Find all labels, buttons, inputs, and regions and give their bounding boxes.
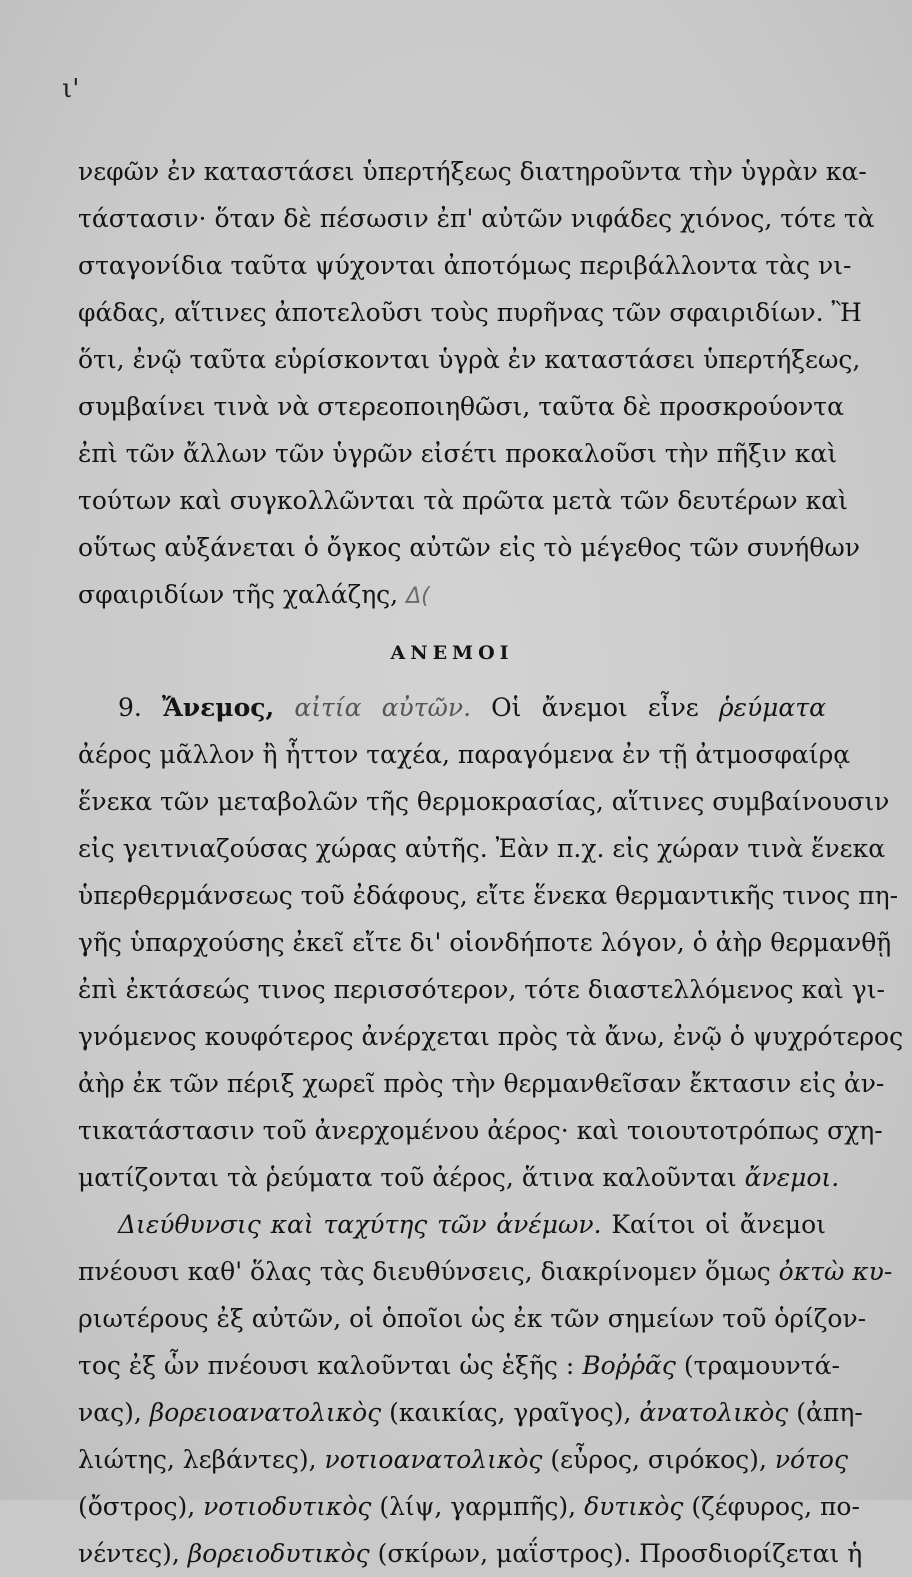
text-line: ὅτι, ἐνῷ ταῦτα εὑρίσκονται ὑγρὰ ἐν καταστάσει ὑπερτήξεως,: [78, 345, 861, 374]
wind-alt-name: (λίψ, γαρμπῆς),: [379, 1492, 577, 1521]
text-line: γῆς ὑπαρχούσης ἐκεῖ εἴτε δι' οἱονδήποτε λόγον, ὁ ἀὴρ θερμανθῇ: [78, 928, 892, 957]
wind-name-voreiodytikos: βορειοδυτικὸς: [187, 1539, 370, 1568]
paragraph-end-text: σφαιριδίων τῆς χαλάζης,: [78, 580, 399, 609]
text-line: ἀὴρ ἐκ τῶν πέριξ χωρεῖ πρὸς τὴν θερμανθεῖσαν ἔκτασιν εἰς ἀν-: [78, 1069, 885, 1098]
text-line: [78, 1436, 848, 1483]
section-intro: Οἱ ἄνεμοι εἶνε: [491, 693, 699, 722]
subsection-intro: Καίτοι οἱ ἄνεμοι: [611, 1210, 826, 1239]
text-line: [78, 1483, 860, 1530]
line-text: τος ἐξ ὧν πνέουσι καλοῦνται ὡς ἑξῆς :: [78, 1351, 575, 1380]
page-number: ι': [62, 74, 80, 104]
wind-alt-name: (ζέφυρος, πο-: [691, 1492, 860, 1521]
text-line: ριωτέρους ἐξ αὐτῶν, οἱ ὁποῖοι ὡς ἐκ τῶν σημείων τοῦ ὁρίζον-: [78, 1304, 867, 1333]
wind-name-dytikos: δυτικὸς: [584, 1492, 684, 1521]
wind-name-notiodytikos: νοτιοδυτικὸς: [203, 1492, 372, 1521]
text-line: σταγονίδια ταῦτα ψύχονται ἀποτόμως περιβάλλοντα τὰς νι-: [78, 251, 852, 280]
text-line: [78, 571, 826, 620]
paragraph-wind: [78, 684, 904, 1201]
text-line: εἰς γειτνιαζούσας χώρας αὐτῆς. Ἐὰν π.χ. εἰς χώραν τινὰ ἕνεκα: [78, 834, 886, 863]
text-line: γνόμενος κουφότερος ἀνέρχεται πρὸς τὰ ἄνω, ἐνῷ ὁ ψυχρότερος: [78, 1022, 904, 1051]
text-line: οὕτως αὐξάνεται ὁ ὄγκος αὐτῶν εἰς τὸ μέγεθος τῶν συνήθων: [78, 533, 860, 562]
text-line: [78, 684, 826, 731]
text-line: ἐπὶ ἐκτάσεώς τινος περισσότερον, τότε διαστελλόμενος καὶ γι-: [78, 975, 885, 1004]
text-line: [78, 1389, 863, 1436]
italic-term: ὀκτὼ κυ-: [778, 1257, 893, 1286]
wind-alt-name: (εὖρος, σιρόκος),: [550, 1445, 767, 1474]
body-text: [78, 148, 904, 1577]
wind-alt-name: (σκίρων, μαΐστρος).: [377, 1539, 632, 1568]
wind-alt-name: (καικίας, γραῖγος),: [389, 1398, 632, 1427]
text-line: ἕνεκα τῶν μεταβολῶν τῆς θερμοκρασίας, αἵτινες συμβαίνουσιν: [78, 787, 890, 816]
text-line: νεφῶν ἐν καταστάσει ὑπερτήξεως διατηροῦντα τὴν ὑγρὰν κα-: [78, 157, 867, 186]
text-line: ἀέρος μᾶλλον ἢ ἧττον ταχέα, παραγόμενα ἐν τῇ ἀτμοσφαίρᾳ: [78, 740, 851, 769]
text-line: συμβαίνει τινὰ νὰ στερεοποιηθῶσι, ταῦτα δὲ προσκρούοντα: [78, 392, 845, 421]
wind-name-notioanatolikos: νοτιοανατολικὸς: [324, 1445, 543, 1474]
section-subtitle: αἰτία αὐτῶν.: [294, 693, 472, 722]
line-text: νέντες),: [78, 1539, 180, 1568]
subsection-title: Διεύθυνσις καὶ ταχύτης τῶν ἀνέμων.: [118, 1210, 602, 1239]
section-term: Ἄνεμος,: [161, 693, 275, 722]
wind-alt-name: (ἀπη-: [796, 1398, 863, 1427]
section-heading: ΑΝΕΜΟΙ: [390, 642, 514, 664]
line-text: (ὄστρος),: [78, 1492, 196, 1521]
text-line: [78, 1530, 863, 1577]
wind-name-anatolikos: ἀνατολικὸς: [639, 1398, 789, 1427]
text-line: [78, 1154, 840, 1201]
paragraph-direction: [78, 1201, 893, 1577]
line-text: πνέουσι καθ' ὅλας τὰς διευθύνσεις, διακρίνομεν ὅμως: [78, 1257, 771, 1286]
section-number: 9.: [118, 693, 142, 722]
italic-term: ἄνεμοι.: [744, 1163, 840, 1192]
wind-alt-name: (τραμουντά-: [683, 1351, 840, 1380]
text-line: ἐπὶ τῶν ἄλλων τῶν ὑγρῶν εἰσέτι προκαλοῦσι τὴν πῆξιν καὶ: [78, 439, 838, 468]
line-text: Προσδιορίζεται ἡ: [639, 1539, 863, 1568]
text-line: τούτων καὶ συγκολλῶνται τὰ πρῶτα μετὰ τῶν δευτέρων καὶ: [78, 486, 848, 515]
text-line: [78, 1201, 826, 1248]
line-text: λιώτης, λεβάντες),: [78, 1445, 317, 1474]
wind-name-voreioanatolikos: βορειοανατολικὸς: [149, 1398, 382, 1427]
section-intro-italic: ῥεύματα: [718, 693, 826, 722]
text-line: τάστασιν· ὅταν δὲ πέσωσιν ἐπ' αὐτῶν νιφάδες χιόνος, τότε τὰ: [78, 204, 875, 233]
text-line: [78, 1342, 840, 1389]
pencil-annotation: Δ(: [406, 584, 430, 609]
wind-name-vorras: Βοῤῥᾶς: [582, 1351, 676, 1380]
wind-name-notos: νότος: [774, 1445, 848, 1474]
text-line: [78, 1248, 893, 1295]
text-line: φάδας, αἵτινες ἀποτελοῦσι τοὺς πυρῆνας τῶν σφαιριδίων. Ἢ: [78, 298, 862, 327]
line-text: νας),: [78, 1398, 142, 1427]
text-line: ὑπερθερμάνσεως τοῦ ἐδάφους, εἴτε ἕνεκα θερμαντικῆς τινος πη-: [78, 881, 899, 910]
text-line: τικατάστασιν τοῦ ἀνερχομένου ἀέρος· καὶ τοιουτοτρόπως σχη-: [78, 1116, 883, 1145]
line-text: ματίζονται τὰ ῥεύματα τοῦ ἀέρος, ἅτινα καλοῦνται: [78, 1163, 737, 1192]
paragraph-hail: [78, 148, 875, 620]
